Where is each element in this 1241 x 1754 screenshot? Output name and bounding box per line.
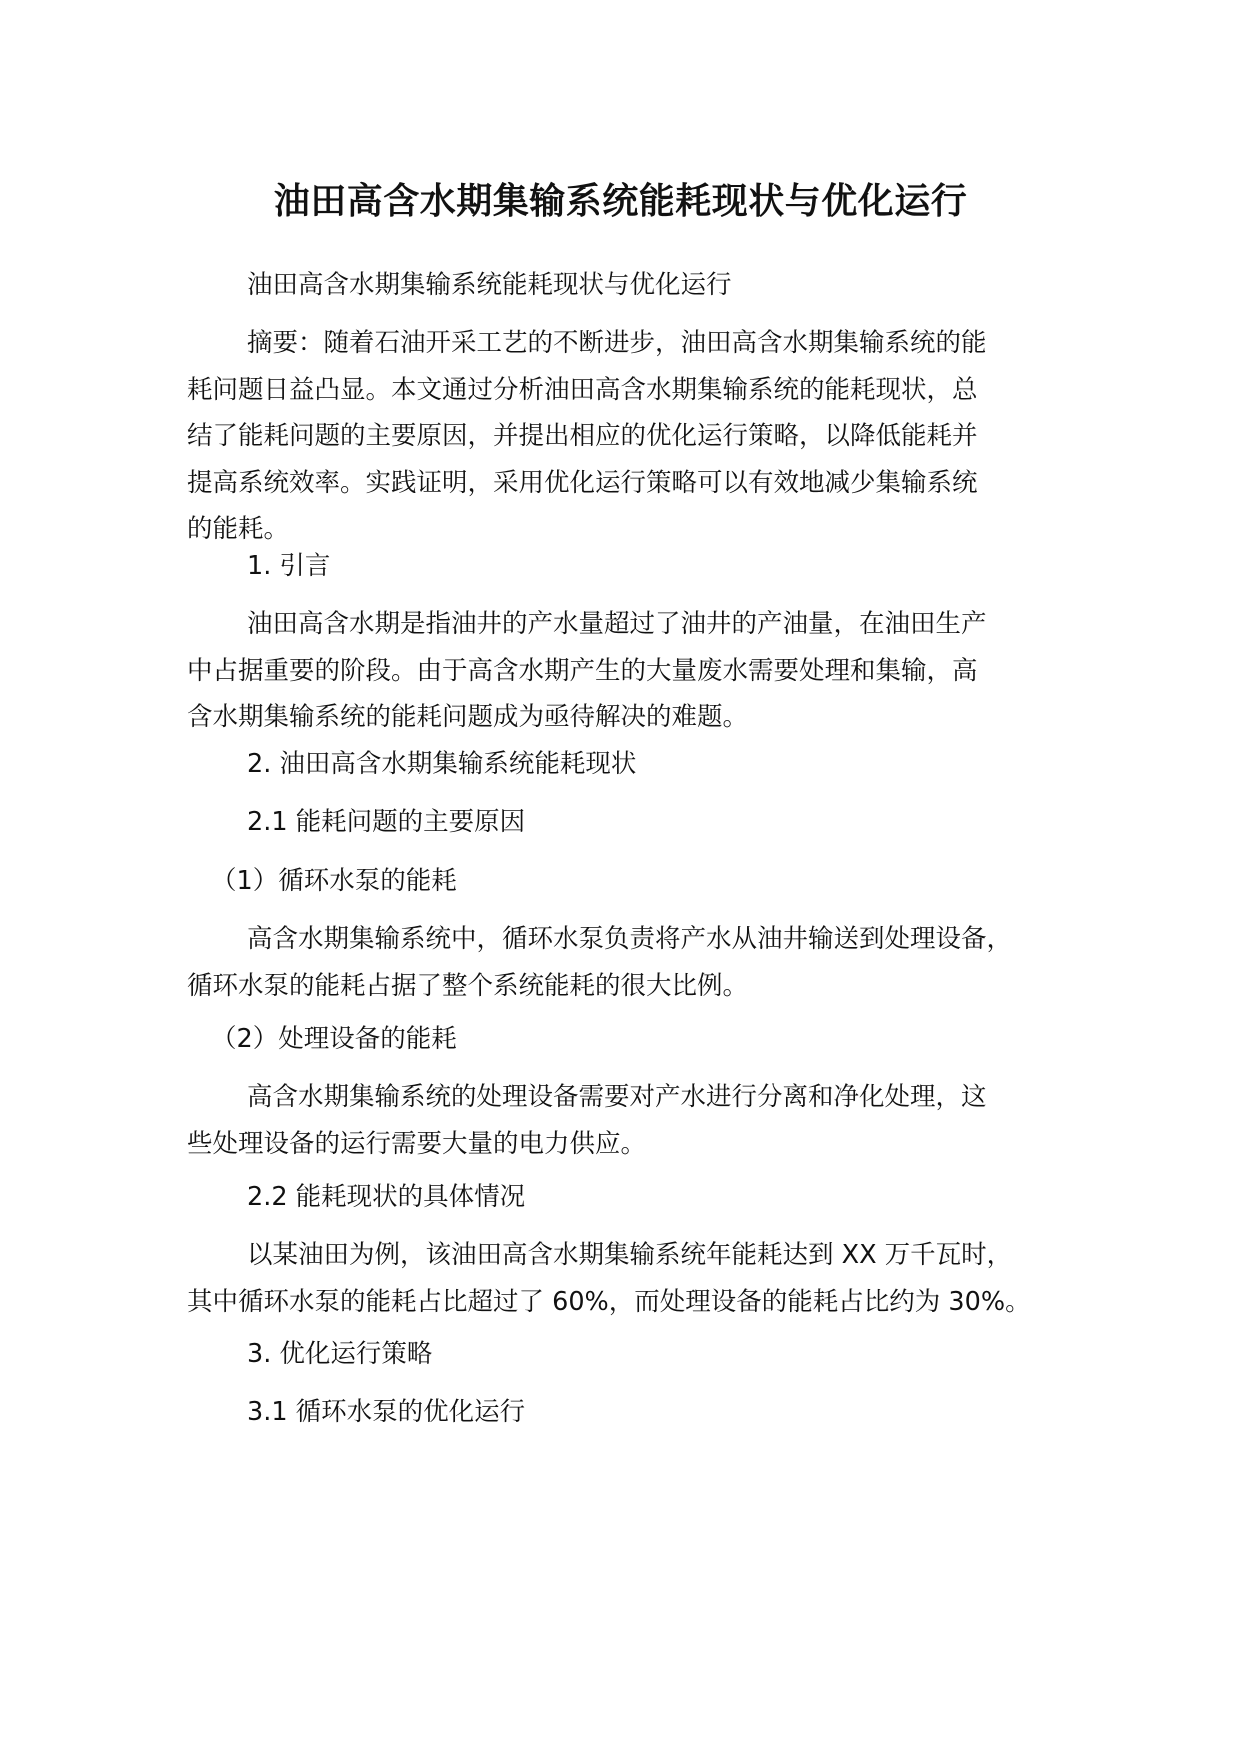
section-3-1-heading: 3.1 循环水泵的优化运行	[247, 1397, 526, 1427]
paragraph-line: 以某油田为例，该油田高含水期集输系统年能耗达到 XX 万千瓦时，	[247, 1240, 1013, 1270]
abstract-line: 的能耗。	[187, 514, 290, 544]
paragraph-line: 含水期集输系统的能耗问题成为亟待解决的难题。	[187, 702, 749, 732]
item-1-heading: （1）循环水泵的能耗	[211, 866, 457, 896]
section-1-heading: 1. 引言	[247, 551, 331, 581]
abstract-line: 结了能耗问题的主要原因，并提出相应的优化运行策略，以降低能耗并	[187, 421, 978, 451]
item-1-paragraph	[187, 916, 1077, 1009]
paragraph-line: 高含水期集输系统的处理设备需要对产水进行分离和净化处理，这	[247, 1082, 987, 1112]
abstract-line: 摘要：随着石油开采工艺的不断进步，油田高含水期集输系统的能	[247, 328, 987, 358]
paragraph-line: 中占据重要的阶段。由于高含水期产生的大量废水需要处理和集输，高	[187, 655, 978, 686]
document-subtitle: 油田高含水期集输系统能耗现状与优化运行	[247, 270, 732, 300]
paragraph-line: 其中循环水泵的能耗占比超过了 60%，而处理设备的能耗占比约为 30%。	[187, 1286, 1031, 1317]
paragraph-line: 油田高含水期是指油井的产水量超过了油井的产油量，在油田生产	[247, 609, 987, 639]
section-2-2-paragraph	[187, 1232, 1077, 1325]
item-2-paragraph	[187, 1074, 1077, 1167]
section-1-paragraph	[187, 601, 1077, 741]
document-title: 油田高含水期集输系统能耗现状与优化运行	[273, 181, 968, 222]
item-2-heading: （2）处理设备的能耗	[211, 1024, 457, 1054]
abstract-paragraph	[187, 320, 1077, 553]
paragraph-line: 循环水泵的能耗占据了整个系统能耗的很大比例。	[187, 970, 749, 1001]
paragraph-line: 高含水期集输系统中，循环水泵负责将产水从油井输送到处理设备，	[247, 924, 1013, 954]
abstract-line: 耗问题日益凸显。本文通过分析油田高含水期集输系统的能耗现状，总	[187, 374, 978, 405]
section-3-heading: 3. 优化运行策略	[247, 1339, 433, 1369]
section-2-1-heading: 2.1 能耗问题的主要原因	[247, 807, 526, 837]
section-2-2-heading: 2.2 能耗现状的具体情况	[247, 1182, 526, 1212]
abstract-line: 提高系统效率。实践证明，采用优化运行策略可以有效地减少集输系统	[187, 467, 978, 498]
section-2-heading: 2. 油田高含水期集输系统能耗现状	[247, 749, 637, 779]
paragraph-line: 些处理设备的运行需要大量的电力供应。	[187, 1128, 647, 1159]
